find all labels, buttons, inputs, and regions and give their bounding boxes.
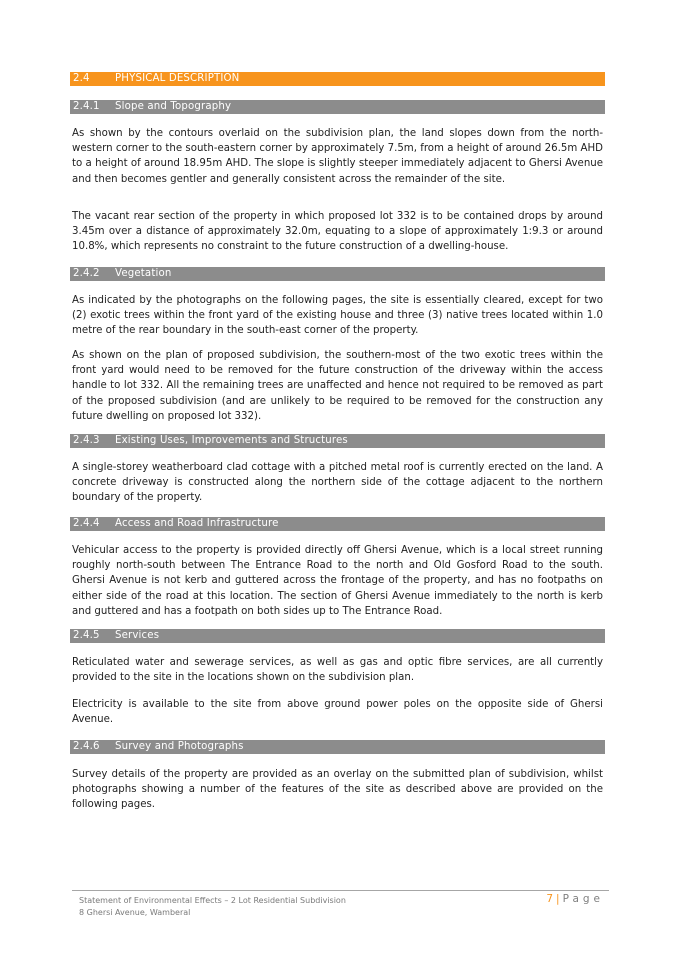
subsection-heading-2-4-4 — [70, 517, 605, 531]
paragraph-vegetation-1: As indicated by the photographs on the following pages, the site is essentially cleared, except for two (2) exotic trees within the front yard of the existing house and three (3) native trees located within 1.0 metre of the rear boundary in the south-east corner of the property. — [72, 295, 603, 337]
subsection-heading-2-4-3 — [70, 434, 605, 448]
subsection-heading-2-4-2 — [70, 267, 605, 281]
paragraph-services-1: Reticulated water and sewerage services, as well as gas and optic fibre services, are all currently provided to the site in the locations shown on the subdivision plan. — [72, 657, 603, 684]
subsection-title: Slope and Topography — [115, 101, 232, 112]
subsection-heading-2-4-6 — [70, 740, 605, 754]
subsection-heading-2-4-5 — [70, 629, 605, 643]
paragraph-services-2: Electricity is available to the site from above ground power poles on the opposite side of Ghersi Avenue. — [72, 699, 603, 726]
paragraph-survey: Survey details of the property are provided as an overlay on the submitted plan of subdivision, whilst photographs showing a number of the features of the site as described above are provided on the following pages. — [72, 769, 603, 811]
subsection-title: Existing Uses, Improvements and Structures — [115, 435, 348, 446]
footer-rule — [72, 890, 609, 891]
subsection-number: 2.4.6 — [73, 741, 100, 752]
subsection-title: Access and Road Infrastructure — [115, 518, 279, 529]
subsection-number: 2.4.1 — [73, 101, 100, 112]
section-number: 2.4 — [73, 73, 90, 84]
subsection-number: 2.4.2 — [73, 268, 100, 279]
paragraph-existing-uses: A single-storey weatherboard clad cottage with a pitched metal roof is currently erected on the land. A concrete driveway is constructed along the northern side of the cottage adjacent to the northern boundary of the property. — [72, 462, 603, 504]
section-title: PHYSICAL DESCRIPTION — [115, 73, 240, 84]
paragraph-access: Vehicular access to the property is provided directly off Ghersi Avenue, which is a local street running roughly north-south between The Entrance Road to the north and Old Gosford Road to the south. Ghersi Avenue is not kerb and guttered across the frontage of the property, and has no footpaths on either side of the road at this location. The section of Ghersi Avenue immediately to the north is kerb and guttered and has a footpath on both sides up to The Entrance Road. — [72, 545, 603, 617]
paragraph-slope-1: As shown by the contours overlaid on the subdivision plan, the land slopes down from the north-western corner to the south-eastern corner by approximately 7.5m, from a height of around 26.5m AHD to a height of around 18.95m AHD. The slope is slightly steeper immediately adjacent to Ghersi Avenue and then becomes gentler and generally consistent across the remainder of the site. — [72, 128, 603, 185]
subsection-number: 2.4.5 — [73, 630, 100, 641]
subsection-title: Services — [115, 630, 160, 641]
paragraph-slope-2: The vacant rear section of the property in which proposed lot 332 is to be contained drops by around 3.45m over a distance of approximately 32.0m, equating to a slope of approximately 1:9.3 or around 10.8%, which represents no constraint to the future construction of a dwelling-house. — [72, 211, 603, 253]
paragraph-vegetation-2: As shown on the plan of proposed subdivision, the southern-most of the two exotic trees within the front yard would need to be removed for the future construction of the driveway within the access handle to lot 332. All the remaining trees are unaffected and hence not required to be removed as part of the proposed subdivision (and are unlikely to be required to be removed for the construction any future dwelling on proposed lot 332). — [72, 350, 603, 422]
footer-address: 8 Ghersi Avenue, Wamberal — [79, 907, 191, 917]
page-word: Page — [562, 893, 604, 905]
footer-document-info — [79, 895, 346, 918]
subsection-heading-2-4-1 — [70, 100, 605, 114]
subsection-title: Vegetation — [115, 268, 172, 279]
footer-document-title: Statement of Environmental Effects – 2 Lot Residential Subdivision — [79, 896, 346, 905]
footer-page-indicator — [546, 893, 604, 905]
subsection-number: 2.4.3 — [73, 435, 100, 446]
subsection-number: 2.4.4 — [73, 518, 100, 529]
page-separator: | — [556, 893, 560, 905]
section-heading-2-4 — [70, 72, 605, 86]
page-number: 7 — [546, 893, 554, 905]
subsection-title: Survey and Photographs — [115, 741, 244, 752]
